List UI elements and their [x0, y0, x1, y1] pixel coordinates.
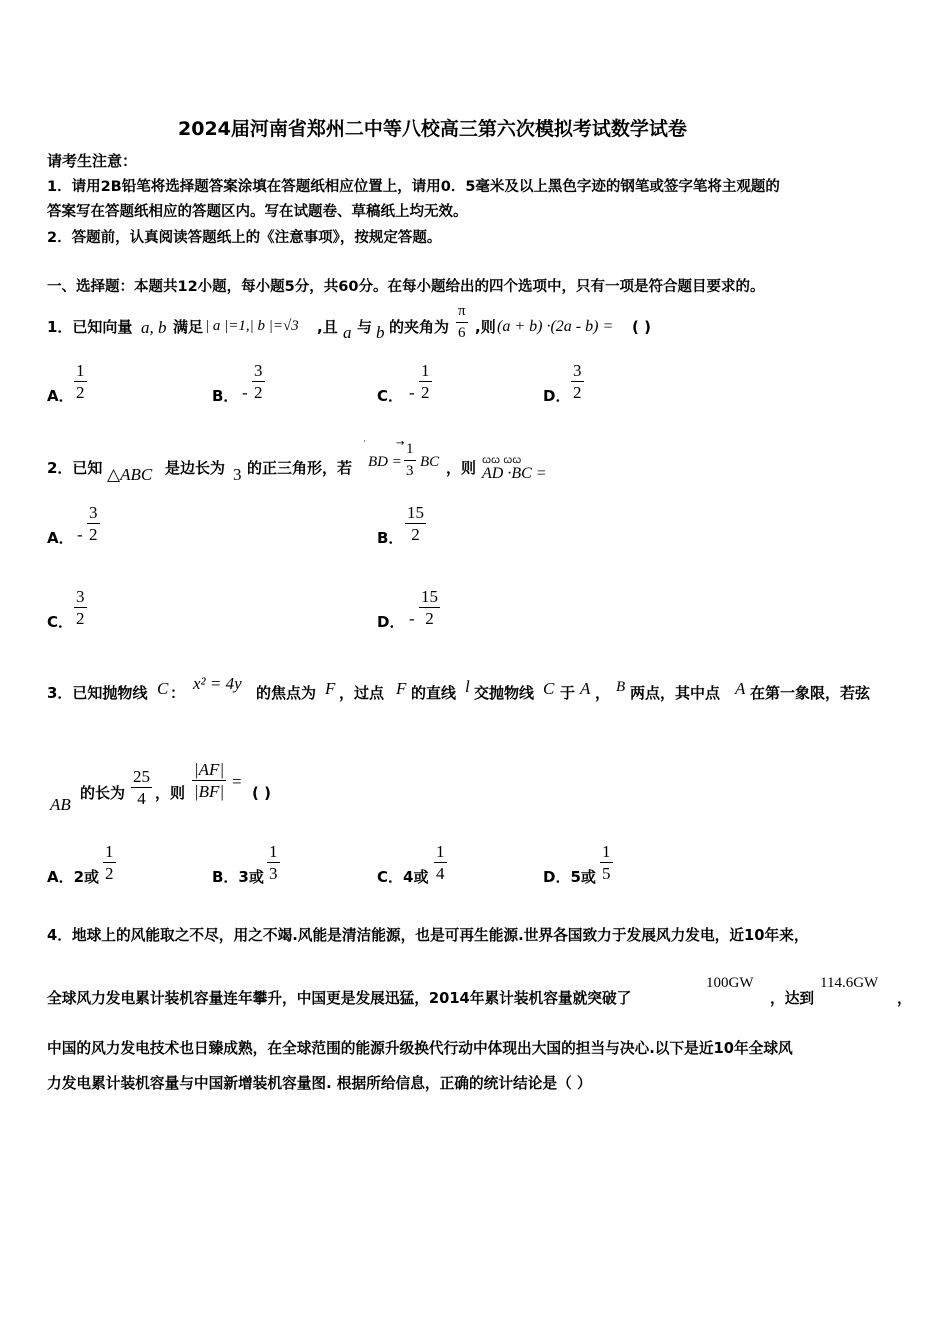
q3-B: B [616, 679, 626, 695]
q3-option-c-den: 4 [436, 864, 445, 883]
q2-option-d-label: D． [377, 613, 405, 631]
q4-line-2c: ， [897, 990, 912, 1007]
q3-option-a-den: 2 [105, 864, 114, 883]
q4-line-1: 4．地球上的风能取之不尽，用之不竭.风能是清洁能源，也是可再生能源.世界各国致力于发展风力发电，近10年来， [47, 927, 809, 944]
q1-text-2: 满足 [173, 318, 204, 336]
q3-option-b-den: 3 [269, 864, 278, 883]
q2-option-c-num: 3 [76, 587, 85, 606]
q4-line-2a: 全球风力发电累计装机容量连年攀升，中国更是发展迅猛，2014年累计装机容量就突破了 [47, 990, 632, 1007]
q3-ratio-den: |BF| [194, 782, 225, 801]
q1-text-5: 的夹角为 [389, 318, 450, 336]
q3-AB: AB [50, 795, 71, 814]
q4-line-4: 力发电累计装机容量与中国新增装机容量图. 根据所给信息，正确的统计结论是（ ） [47, 1075, 592, 1092]
q1-option-c-den: 2 [421, 383, 430, 402]
q1-option-c-fraction [419, 361, 432, 402]
q2-option-b-num: 15 [407, 503, 424, 522]
q3-option-a-num: 1 [105, 842, 114, 861]
q3-text-7: 两点，其中点 [630, 684, 721, 702]
q2-option-c-fraction [74, 587, 87, 628]
q2-option-c-den: 2 [76, 609, 85, 628]
q3-paren: ( ) [252, 784, 271, 802]
q3-option-d-num: 1 [602, 842, 611, 861]
q1-angle-fraction [456, 302, 468, 343]
q4-value-114gw: 114.6GW [820, 975, 879, 991]
q1-option-b-label: B． [212, 387, 239, 405]
q3-length-num: 25 [133, 767, 150, 786]
q1-condition: | a |=1,| b |=√3 [205, 318, 299, 334]
q1-option-a-label: A． [47, 387, 74, 405]
q3-F: F [325, 679, 336, 698]
q3-option-c-fraction [434, 842, 447, 883]
q3-option-d-den: 5 [602, 864, 611, 883]
q1-option-c-num: 1 [421, 361, 430, 380]
q1-option-b-sign: - [242, 383, 248, 402]
q3-option-b-num: 1 [269, 842, 278, 861]
q2-option-d-den: 2 [425, 609, 434, 628]
q3-length-fraction [131, 767, 152, 808]
q1-option-d-label: D． [543, 387, 571, 405]
q3-text-1: 3．已知抛物线 [47, 684, 148, 702]
q1-vectors: a, b [141, 318, 167, 337]
q1-a: a [343, 323, 352, 342]
q2-option-a-num: 3 [89, 503, 98, 522]
q1-b: b [376, 323, 385, 342]
q3-text-9: 的长为 [80, 784, 126, 802]
q3-C: C [157, 679, 169, 698]
q2-option-c-label: C． [47, 613, 74, 631]
q3-A: A [580, 679, 591, 698]
q3-option-b-label: B．3或 [212, 868, 264, 886]
q3-text-6: 于 [560, 684, 576, 702]
q1-option-d-num: 3 [573, 361, 582, 380]
q2-arrow-icon: ˙ [362, 440, 367, 451]
notice-line-1b: 答案写在答题纸相应的答题区内。写在试题卷、草稿纸上均无效。 [47, 204, 468, 220]
q3-ratio-num: |AF| [194, 760, 225, 779]
q3-length-den: 4 [137, 789, 146, 808]
q2-vector-bc: BC [420, 454, 440, 470]
q3-option-c-num: 1 [436, 842, 445, 861]
q2-option-a-fraction [87, 503, 100, 544]
q3-option-a-fraction [103, 842, 116, 883]
q3-A2: A [735, 679, 746, 698]
q3-option-b-fraction [267, 842, 280, 883]
section-heading: 一、选择题：本题共12小题，每小题5分，共60分。在每小题给出的四个选项中，只有一项是符合题目要求的。 [47, 279, 765, 295]
notice-line-1a: 1．请用2B铅笔将选择题答案涂填在答题纸相应位置上，请用0．5毫米及以上黑色字迹的钢笔或签字笔将主观题的 [47, 179, 780, 195]
q1-angle-num: π [458, 303, 466, 319]
q2-text-2: 是边长为 [165, 459, 226, 477]
q2-coef-den: 3 [406, 463, 414, 479]
notice-heading: 请考生注意： [47, 152, 138, 170]
q1-text-3: ,且 [317, 318, 338, 336]
q2-option-a-label: A． [47, 529, 74, 547]
q1-option-b-den: 2 [254, 383, 263, 402]
q3-comma: ， [595, 684, 611, 702]
q2-text-4: ，则 [446, 459, 477, 477]
q2-option-b-fraction [405, 503, 426, 544]
q3-l: l [465, 677, 470, 696]
q1-text-6: ,则 [475, 318, 496, 336]
q3-text-3: ，过点 [339, 684, 385, 702]
q3-equation: x² = 4y [193, 674, 242, 693]
q2-option-b-label: B． [377, 529, 404, 547]
q4-value-100gw: 100GW [706, 975, 754, 991]
q2-option-d-fraction [419, 587, 440, 628]
q3-option-c-label: C．4或 [377, 868, 429, 886]
q2-option-a-sign: - [77, 525, 83, 544]
q2-side: 3 [233, 465, 242, 484]
q3-option-d-label: D．5或 [543, 868, 596, 886]
q2-text-1: 2．已知 [47, 459, 103, 477]
q1-option-a-den: 2 [76, 383, 85, 402]
q3-option-a-label: A．2或 [47, 868, 100, 886]
q3-C2: C [543, 679, 555, 698]
q3-text-4: 的直线 [411, 684, 457, 702]
q2-coef-fraction [404, 440, 416, 481]
q3-ratio-fraction [192, 760, 226, 801]
q3-text-8: 在第一象限，若弦 [750, 684, 871, 702]
q1-option-c-sign: - [409, 383, 415, 402]
q2-option-b-den: 2 [411, 525, 420, 544]
q3-F2: F [396, 679, 407, 698]
q2-triangle: △ABC [107, 465, 153, 484]
q4-line-3: 中国的风力发电技术也日臻成熟，在全球范围的能源升级换代行动中体现出大国的担当与决心.以下是近10年全球风 [47, 1040, 793, 1057]
q3-option-d-fraction [600, 842, 613, 883]
q2-coef-num: 1 [406, 441, 414, 457]
notice-line-2: 2．答题前，认真阅读答题纸上的《注意事项》，按规定答题。 [47, 230, 442, 246]
q1-option-d-fraction [571, 361, 584, 402]
q1-option-d-den: 2 [573, 383, 582, 402]
q4-line-2b: ，达到 [770, 990, 815, 1007]
q1-option-a-num: 1 [76, 361, 85, 380]
q1-option-c-label: C． [377, 387, 404, 405]
q2-option-d-num: 15 [421, 587, 438, 606]
q1-expression: (a + b) ·(2a - b) = [497, 318, 614, 335]
page-title: 2024届河南省郑州二中等八校高三第六次模拟考试数学试卷 [178, 118, 687, 140]
q2-dot-product: AD ·BC = [482, 465, 547, 482]
q1-text-1: 1．已知向量 [47, 318, 133, 336]
q3-equals: = [232, 772, 242, 791]
q2-vector-marks-icon: ꞷꞷ ꞷꞷ [482, 455, 522, 466]
q3-text-5: 交抛物线 [474, 684, 535, 702]
q3-text-2: 的焦点为 [256, 684, 317, 702]
q3-text-10: ，则 [155, 784, 186, 802]
q2-vector-bd: BD = [368, 454, 402, 470]
q1-paren: ( ) [632, 318, 651, 336]
q1-option-a-fraction [74, 361, 87, 402]
q2-text-3: 的正三角形，若 [247, 459, 353, 477]
q1-angle-den: 6 [458, 325, 466, 341]
q2-option-d-sign: - [409, 609, 415, 628]
q2-option-a-den: 2 [89, 525, 98, 544]
q1-text-4: 与 [357, 318, 373, 336]
q2-arrow-bc-icon: → [396, 438, 405, 449]
q1-option-b-num: 3 [254, 361, 263, 380]
q3-colon: ： [170, 684, 186, 702]
q1-option-b-fraction [252, 361, 265, 402]
